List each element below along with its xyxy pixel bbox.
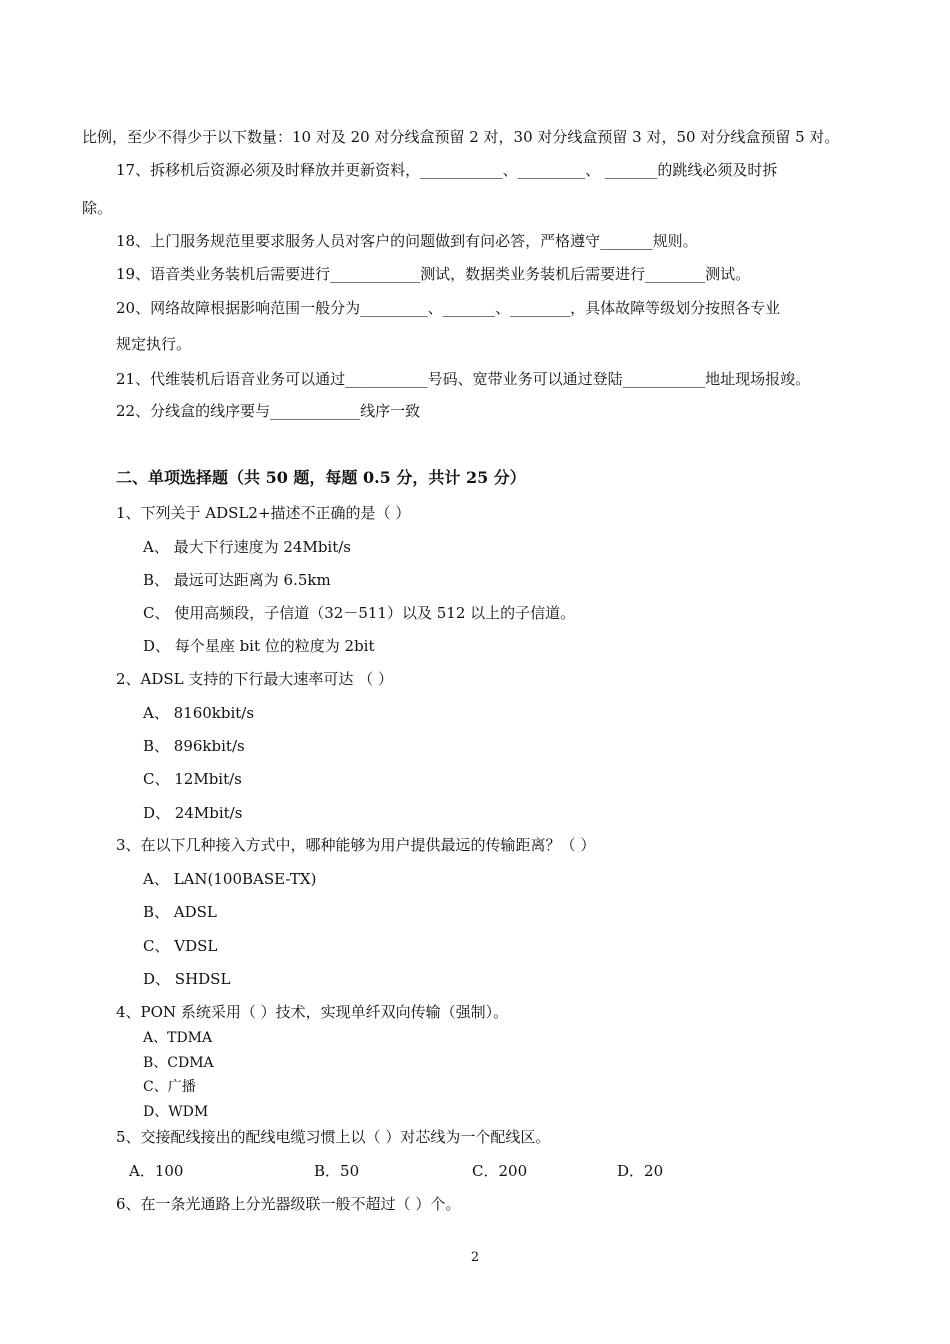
q1-option-d: D、 每个星座 bit 位的粒度为 2bit [143, 637, 375, 655]
continuation-line: 比例，至少不得少于以下数量：10 对及 20 对分线盒预留 2 对，30 对分线盒预留 3 对，50 对分线盒预留 5 对。 [82, 128, 840, 146]
section-heading: 二、单项选择题（共 50 题，每题 0.5 分，共计 25 分） [116, 468, 526, 487]
mc-question-4: 4、PON 系统采用（ ）技术，实现单纤双向传输（强制）。 [116, 1003, 509, 1021]
q3-option-a: A、 LAN(100BASE-TX) [143, 870, 317, 888]
q5-option-c: C．200 [472, 1162, 528, 1180]
q1-option-a: A、 最大下行速度为 24Mbit/s [143, 538, 351, 556]
mc-question-6: 6、在一条光通路上分光器级联一般不超过（ ）个。 [116, 1195, 461, 1213]
question-17-cont: 除。 [82, 199, 113, 217]
q1-option-b: B、 最远可达距离为 6.5km [143, 571, 331, 589]
q2-option-b: B、 896kbit/s [143, 737, 245, 755]
mc-question-2: 2、ADSL 支持的下行最大速率可达 （ ） [116, 670, 393, 688]
q2-option-a: A、 8160kbit/s [143, 704, 255, 722]
q3-option-b: B、 ADSL [143, 903, 217, 921]
mc-question-5: 5、交接配线接出的配线电缆习惯上以（ ）对芯线为一个配线区。 [116, 1128, 551, 1146]
q3-option-d: D、 SHDSL [143, 970, 231, 988]
q4-option-d: D、WDM [143, 1104, 209, 1120]
q2-option-c: C、 12Mbit/s [143, 770, 242, 788]
mc-question-1: 1、下列关于 ADSL2+描述不正确的是（ ） [116, 504, 411, 522]
question-20: 20、网络故障根据影响范围一般分为_________、_______、________，具体故障等级划分按照各专业 [116, 299, 781, 317]
question-17: 17、拆移机后资源必须及时释放并更新资料，___________、_________、 _______的跳线必须及时拆 [116, 161, 778, 179]
q4-option-a: A、TDMA [143, 1030, 213, 1046]
q5-option-a: A．100 [129, 1162, 184, 1180]
question-20-cont: 规定执行。 [116, 335, 192, 353]
question-22: 22、分线盒的线序要与____________线序一致 [116, 402, 421, 420]
q2-option-d: D、 24Mbit/s [143, 804, 243, 822]
q4-option-c: C、广播 [143, 1079, 196, 1095]
q5-option-d: D．20 [617, 1162, 664, 1180]
q5-option-b: B．50 [314, 1162, 360, 1180]
question-19: 19、语音类业务装机后需要进行____________测试，数据类业务装机后需要进行________测试。 [116, 265, 751, 283]
mc-question-3: 3、在以下几种接入方式中，哪种能够为用户提供最远的传输距离？（ ） [116, 836, 596, 854]
q3-option-c: C、 VDSL [143, 937, 218, 955]
q4-option-b: B、CDMA [143, 1055, 214, 1071]
page-number: 2 [470, 1250, 480, 1265]
q1-option-c: C、 使用高频段，子信道（32－511）以及 512 以上的子信道。 [143, 604, 576, 622]
question-18: 18、上门服务规范里要求服务人员对客户的问题做到有问必答，严格遵守_______规则。 [116, 232, 698, 250]
question-21: 21、代维装机后语音业务可以通过___________号码、宽带业务可以通过登陆___________地址现场报竣。 [116, 370, 811, 388]
